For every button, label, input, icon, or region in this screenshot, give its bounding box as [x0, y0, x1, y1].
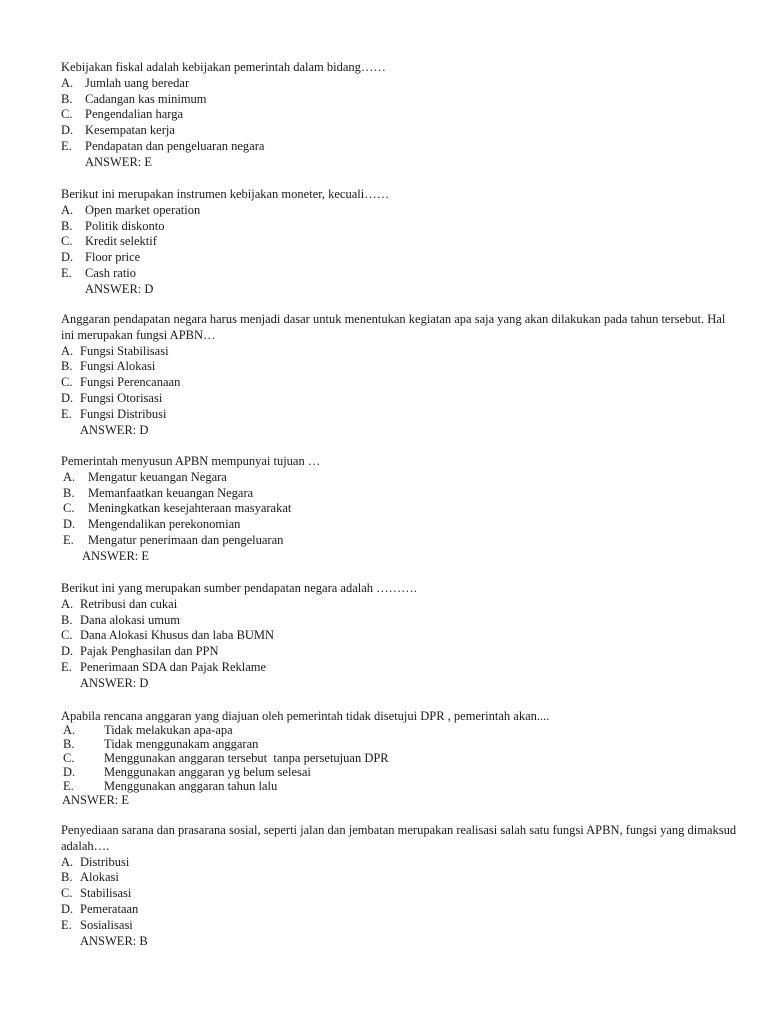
option-c — [61, 751, 741, 765]
option-letter: A. — [61, 202, 74, 217]
option-letter: E. — [61, 917, 72, 932]
answer-line: ANSWER: E — [85, 154, 153, 169]
option-text: Pengendalian harga — [85, 107, 183, 122]
option-c — [61, 375, 741, 391]
question-3 — [61, 312, 741, 438]
answer-line: ANSWER: E — [62, 793, 130, 807]
question-2 — [61, 187, 741, 298]
option-letter: B. — [63, 737, 75, 751]
answer-line: ANSWER: B — [80, 933, 148, 948]
question-7 — [61, 823, 741, 949]
option-letter: C. — [61, 375, 73, 390]
option-text: Pemerataan — [80, 901, 139, 916]
question-5 — [61, 581, 741, 692]
option-c — [61, 501, 741, 517]
option-text: Meningkatkan kesejahteraan masyarakat — [88, 501, 292, 516]
option-text: Penerimaan SDA dan Pajak Reklame — [80, 659, 267, 674]
question-text: Penyediaan sarana dan prasarana sosial, seperti jalan dan jembatan merupakan realisasi salah satu fungsi APBN, fungsi yang dimaksud adalah…. — [61, 823, 740, 853]
option-text: Politik diskonto — [85, 218, 165, 233]
option-a — [61, 723, 741, 737]
option-text: Jumlah uang beredar — [85, 75, 190, 90]
option-letter: E. — [63, 779, 74, 793]
option-b — [61, 737, 741, 751]
option-text: Mengatur penerimaan dan pengeluaran — [88, 532, 284, 547]
option-b — [61, 486, 741, 502]
question-text: Berikut ini merupakan instrumen kebijakan moneter, kecuali…… — [61, 187, 390, 201]
option-text: Alokasi — [80, 870, 119, 885]
option-a — [61, 855, 741, 871]
option-b — [61, 92, 741, 108]
option-letter: E. — [61, 406, 72, 421]
option-b — [61, 613, 741, 629]
option-text: Mengendalikan perekonomian — [88, 517, 241, 532]
question-text: Anggaran pendapatan negara harus menjadi dasar untuk menentukan kegiatan apa saja yang akan dilakukan pada tahun tersebut. Hal ini merupakan fungsi APBN… — [61, 312, 729, 342]
option-letter: A. — [63, 469, 76, 484]
option-letter: E. — [61, 659, 72, 674]
option-letter: D. — [63, 765, 76, 779]
option-letter: D. — [61, 390, 74, 405]
option-letter: A. — [61, 854, 74, 869]
option-text: Tidak menggunakam anggaran — [104, 737, 259, 751]
option-letter: C. — [63, 501, 75, 516]
option-e — [61, 918, 741, 934]
option-text: Pendapatan dan pengeluaran negara — [85, 138, 265, 153]
option-text: Floor price — [85, 250, 141, 265]
question-1 — [61, 60, 741, 171]
question-text: Pemerintah menyusun APBN mempunyai tujuan … — [61, 454, 321, 468]
option-text: Fungsi Perencanaan — [80, 375, 181, 390]
option-letter: B. — [63, 485, 75, 500]
option-c — [61, 886, 741, 902]
option-d — [61, 250, 741, 266]
option-letter: B. — [61, 612, 73, 627]
option-letter: D. — [61, 250, 74, 265]
option-text: Tidak melakukan apa-apa — [104, 723, 233, 737]
option-c — [61, 628, 741, 644]
option-letter: B. — [61, 359, 73, 374]
option-letter: B. — [61, 218, 73, 233]
option-c — [61, 107, 741, 123]
option-a — [61, 597, 741, 613]
option-a — [61, 76, 741, 92]
option-d — [61, 517, 741, 533]
option-text: Retribusi dan cukai — [80, 596, 178, 611]
option-letter: D. — [61, 123, 74, 138]
option-d — [61, 765, 741, 779]
option-letter: C. — [61, 107, 73, 122]
question-4 — [61, 454, 741, 565]
option-letter: A. — [61, 596, 74, 611]
option-text: Fungsi Otorisasi — [80, 390, 163, 405]
option-text: Kesempatan kerja — [85, 123, 175, 138]
option-e — [61, 533, 741, 549]
option-b — [61, 870, 741, 886]
option-text: Open market operation — [85, 202, 201, 217]
option-letter: B. — [61, 91, 73, 106]
answer-line: ANSWER: D — [85, 281, 154, 296]
option-letter: C. — [61, 234, 73, 249]
option-d — [61, 123, 741, 139]
option-text: Mengatur keuangan Negara — [88, 469, 227, 484]
question-text: Berikut ini yang merupakan sumber pendapatan negara adalah ………. — [61, 581, 417, 595]
option-d — [61, 902, 741, 918]
option-e — [61, 407, 741, 423]
question-text: Apabila rencana anggaran yang diajuan oleh pemerintah tidak disetujui DPR , pemerintah akan.... — [61, 709, 550, 723]
option-text: Cash ratio — [85, 265, 137, 280]
option-letter: E. — [63, 532, 74, 547]
option-letter: D. — [61, 644, 74, 659]
option-text: Dana Alokasi Khusus dan laba BUMN — [80, 628, 275, 643]
option-letter: C. — [61, 628, 73, 643]
option-letter: D. — [61, 901, 74, 916]
question-6 — [61, 709, 741, 807]
option-text: Memanfaatkan keuangan Negara — [88, 485, 254, 500]
option-text: Kredit selektif — [85, 234, 157, 249]
answer-line: ANSWER: D — [80, 675, 149, 690]
option-e — [61, 779, 741, 793]
option-text: Dana alokasi umum — [80, 612, 180, 627]
answer-line: ANSWER: E — [82, 548, 150, 563]
option-a — [61, 470, 741, 486]
option-text: Stabilisasi — [80, 886, 132, 901]
option-b — [61, 359, 741, 375]
option-letter: C. — [63, 751, 75, 765]
option-letter: B. — [61, 870, 73, 885]
option-text: Sosialisasi — [80, 917, 133, 932]
option-letter: A. — [61, 75, 74, 90]
option-text: Menggunakan anggaran yg belum selesai — [104, 765, 311, 779]
option-letter: A. — [61, 343, 74, 358]
option-letter: D. — [63, 517, 76, 532]
option-text: Fungsi Stabilisasi — [80, 343, 169, 358]
option-text: Fungsi Alokasi — [80, 359, 156, 374]
option-d — [61, 391, 741, 407]
option-text: Cadangan kas minimum — [85, 91, 207, 106]
option-text: Distribusi — [80, 854, 130, 869]
option-e — [61, 660, 741, 676]
option-e — [61, 266, 741, 282]
option-letter: C. — [61, 886, 73, 901]
option-letter: A. — [63, 723, 76, 737]
option-text: Menggunakan anggaran tahun lalu — [104, 779, 278, 793]
option-d — [61, 644, 741, 660]
option-text: Fungsi Distribusi — [80, 406, 167, 421]
question-text: Kebijakan fiskal adalah kebijakan pemerintah dalam bidang…… — [61, 60, 386, 74]
option-c — [61, 234, 741, 250]
option-text: Menggunakan anggaran tersebut tanpa persetujuan DPR — [104, 751, 389, 765]
option-letter: E. — [61, 265, 72, 280]
answer-line: ANSWER: D — [80, 422, 149, 437]
option-e — [61, 139, 741, 155]
option-a — [61, 344, 741, 360]
option-text: Pajak Penghasilan dan PPN — [80, 644, 219, 659]
option-b — [61, 219, 741, 235]
option-a — [61, 203, 741, 219]
option-letter: E. — [61, 138, 72, 153]
